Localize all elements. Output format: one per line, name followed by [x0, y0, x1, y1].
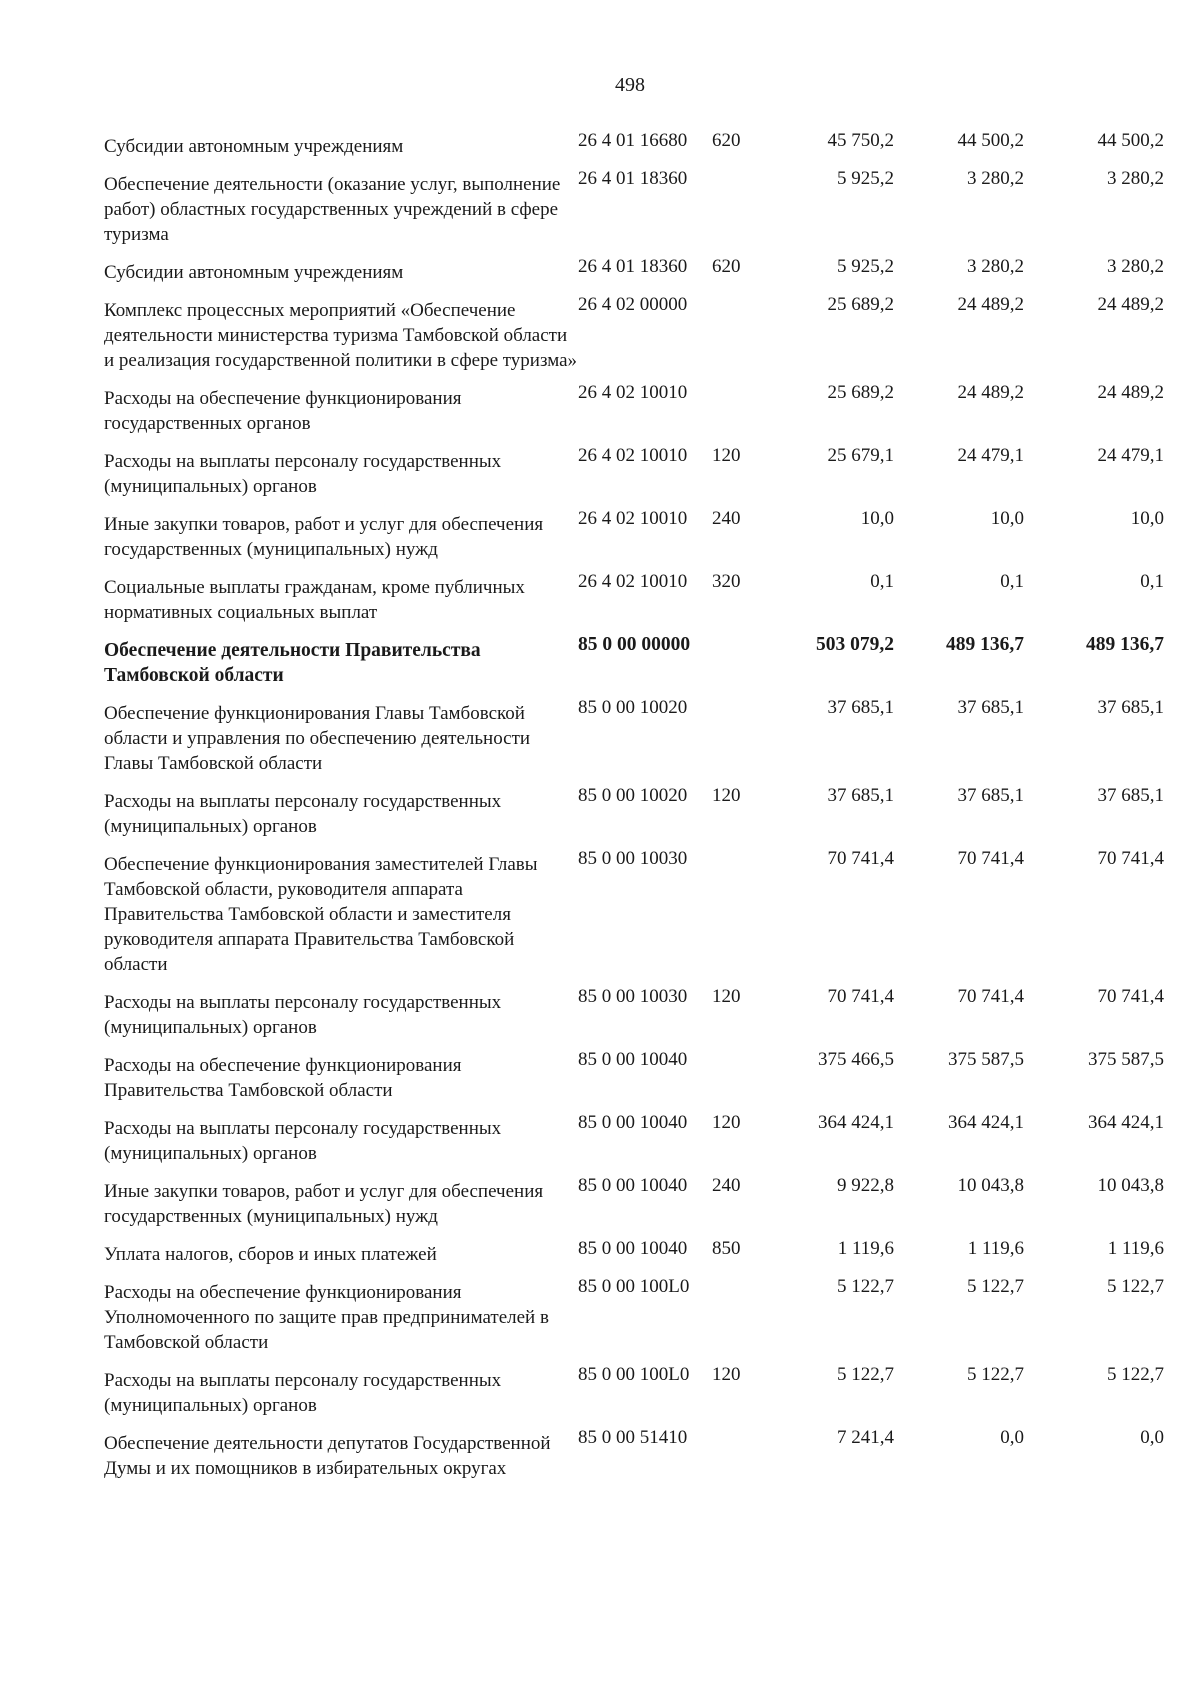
row-vr [712, 166, 764, 247]
row-value-1: 5 122,7 [837, 1364, 894, 1385]
budget-table [104, 128, 1184, 1488]
row-name: Расходы на выплаты персоналу государственных (муниципальных) органов [104, 451, 502, 497]
row-vr [712, 1425, 764, 1481]
row-value-2: 1 119,6 [967, 1238, 1024, 1259]
row-value-2: 3 280,2 [967, 168, 1024, 189]
row-value-3: 10 043,8 [1097, 1175, 1164, 1196]
row-value-3: 24 489,2 [1097, 294, 1164, 315]
row-name: Уплата налогов, сборов и иных платежей [104, 1244, 437, 1265]
row-name: Обеспечение функционирования Главы Тамбовской области и управления по обеспечению деятельности Главы Тамбовской области [104, 703, 531, 774]
row-name: Расходы на выплаты персоналу государственных (муниципальных) органов [104, 791, 502, 837]
row-name: Субсидии автономным учреждениям [104, 262, 404, 283]
row-code: 26 4 01 16680 [578, 130, 688, 151]
row-value-2: 5 122,7 [967, 1364, 1024, 1385]
table-row [104, 1047, 1184, 1103]
row-name: Обеспечение функционирования заместителей Главы Тамбовской области, руководителя аппарата Правительства Тамбовской области и заместителя руководителя аппарата Правительства Тамбовской области [104, 854, 538, 975]
row-vr: 240 [712, 1175, 741, 1196]
row-value-1: 70 741,4 [827, 848, 894, 869]
row-vr: 620 [712, 130, 741, 151]
table-row [104, 984, 1184, 1040]
row-value-1: 5 925,2 [837, 256, 894, 277]
row-value-2: 10,0 [990, 508, 1024, 529]
row-vr [712, 380, 764, 436]
row-value-3: 0,0 [1140, 1427, 1164, 1448]
row-value-1: 375 466,5 [818, 1049, 894, 1070]
row-code: 26 4 02 10010 [578, 571, 688, 592]
row-value-2: 0,1 [1000, 571, 1024, 592]
row-value-3: 3 280,2 [1107, 168, 1164, 189]
row-value-2: 24 479,1 [957, 445, 1024, 466]
table-row [104, 1425, 1184, 1481]
row-code: 26 4 02 10010 [578, 382, 688, 403]
row-value-3: 375 587,5 [1088, 1049, 1164, 1070]
row-vr: 120 [712, 445, 741, 466]
row-value-1: 25 689,2 [827, 382, 894, 403]
row-name: Расходы на выплаты персоналу государственных (муниципальных) органов [104, 992, 502, 1038]
row-code: 85 0 00 10040 [578, 1175, 688, 1196]
table-row [104, 846, 1184, 977]
page-number: 498 [615, 74, 645, 96]
row-code: 26 4 01 18360 [578, 168, 688, 189]
row-value-2: 375 587,5 [948, 1049, 1024, 1070]
row-value-1: 503 079,2 [816, 634, 894, 655]
row-value-3: 1 119,6 [1107, 1238, 1164, 1259]
row-name: Обеспечение деятельности (оказание услуг, выполнение работ) областных государственных учреждений в сфере туризма [104, 174, 561, 245]
row-value-3: 44 500,2 [1097, 130, 1164, 151]
table-row [104, 1236, 1184, 1267]
row-value-3: 37 685,1 [1097, 697, 1164, 718]
row-code: 85 0 00 10020 [578, 697, 688, 718]
row-code: 85 0 00 100L0 [578, 1364, 690, 1385]
row-vr [712, 846, 764, 977]
row-vr [712, 695, 764, 776]
table-row [104, 695, 1184, 776]
table-row [104, 443, 1184, 499]
row-vr: 320 [712, 571, 741, 592]
row-vr: 850 [712, 1238, 741, 1259]
row-value-2: 10 043,8 [957, 1175, 1024, 1196]
row-value-2: 24 489,2 [957, 382, 1024, 403]
row-vr: 120 [712, 1112, 741, 1133]
row-code: 85 0 00 10040 [578, 1049, 688, 1070]
row-name: Расходы на выплаты персоналу государственных (муниципальных) органов [104, 1118, 502, 1164]
row-vr [712, 1047, 764, 1103]
table-row [104, 506, 1184, 562]
row-value-1: 0,1 [870, 571, 894, 592]
row-value-3: 70 741,4 [1097, 986, 1164, 1007]
table-row [104, 254, 1184, 285]
row-value-3: 37 685,1 [1097, 785, 1164, 806]
row-vr: 120 [712, 1364, 741, 1385]
row-value-1: 37 685,1 [827, 697, 894, 718]
row-value-1: 9 922,8 [837, 1175, 894, 1196]
row-vr: 620 [712, 256, 741, 277]
table-row [104, 1110, 1184, 1166]
row-code: 85 0 00 10030 [578, 986, 688, 1007]
row-vr: 120 [712, 986, 741, 1007]
row-value-2: 364 424,1 [948, 1112, 1024, 1133]
table-row [104, 1173, 1184, 1229]
row-value-2: 24 489,2 [957, 294, 1024, 315]
table-row [104, 569, 1184, 625]
row-value-3: 70 741,4 [1097, 848, 1164, 869]
row-vr [712, 632, 764, 688]
row-value-1: 5 122,7 [837, 1276, 894, 1297]
row-code: 26 4 02 10010 [578, 445, 688, 466]
row-value-1: 10,0 [860, 508, 894, 529]
table-row [104, 292, 1184, 373]
table-row [104, 632, 1184, 688]
row-vr [712, 1274, 764, 1355]
row-value-1: 45 750,2 [827, 130, 894, 151]
table-row [104, 1362, 1184, 1418]
row-name: Расходы на обеспечение функционирования государственных органов [104, 388, 462, 434]
row-value-3: 489 136,7 [1086, 634, 1164, 655]
row-code: 26 4 01 18360 [578, 256, 688, 277]
row-value-1: 70 741,4 [827, 986, 894, 1007]
row-value-3: 10,0 [1130, 508, 1164, 529]
row-vr: 240 [712, 508, 741, 529]
row-name: Расходы на обеспечение функционирования Уполномоченного по защите прав предпринимателей в Тамбовской области [104, 1282, 549, 1353]
table-row [104, 128, 1184, 159]
row-value-1: 1 119,6 [837, 1238, 894, 1259]
row-value-2: 5 122,7 [967, 1276, 1024, 1297]
table-row [104, 380, 1184, 436]
row-code: 85 0 00 10040 [578, 1238, 688, 1259]
row-value-2: 37 685,1 [957, 785, 1024, 806]
row-value-1: 7 241,4 [837, 1427, 894, 1448]
row-name: Иные закупки товаров, работ и услуг для обеспечения государственных (муниципальных) нужд [104, 1181, 544, 1227]
row-value-1: 5 925,2 [837, 168, 894, 189]
row-value-2: 489 136,7 [946, 634, 1024, 655]
row-value-1: 25 689,2 [827, 294, 894, 315]
row-value-2: 37 685,1 [957, 697, 1024, 718]
row-value-3: 364 424,1 [1088, 1112, 1164, 1133]
row-vr: 120 [712, 785, 741, 806]
row-name: Расходы на обеспечение функционирования Правительства Тамбовской области [104, 1055, 462, 1101]
row-value-3: 5 122,7 [1107, 1364, 1164, 1385]
row-value-1: 37 685,1 [827, 785, 894, 806]
row-code: 85 0 00 51410 [578, 1427, 688, 1448]
row-code: 85 0 00 10030 [578, 848, 688, 869]
row-name: Обеспечение деятельности депутатов Государственной Думы и их помощников в избирательных округах [104, 1433, 551, 1479]
row-value-3: 3 280,2 [1107, 256, 1164, 277]
row-name: Расходы на выплаты персоналу государственных (муниципальных) органов [104, 1370, 502, 1416]
row-value-2: 70 741,4 [957, 848, 1024, 869]
row-value-1: 25 679,1 [827, 445, 894, 466]
row-code: 26 4 02 10010 [578, 508, 688, 529]
row-value-3: 24 489,2 [1097, 382, 1164, 403]
row-name: Комплекс процессных мероприятий «Обеспечение деятельности министерства туризма Тамбовской области и реализация государственной политики в сфере туризма» [104, 300, 578, 371]
row-vr [712, 292, 764, 373]
table-row [104, 783, 1184, 839]
row-name: Субсидии автономным учреждениям [104, 136, 404, 157]
row-name: Иные закупки товаров, работ и услуг для обеспечения государственных (муниципальных) нужд [104, 514, 544, 560]
row-value-1: 364 424,1 [818, 1112, 894, 1133]
row-code: 85 0 00 10020 [578, 785, 688, 806]
row-code: 26 4 02 00000 [578, 294, 688, 315]
row-value-3: 5 122,7 [1107, 1276, 1164, 1297]
row-value-3: 0,1 [1140, 571, 1164, 592]
row-value-2: 3 280,2 [967, 256, 1024, 277]
table-row [104, 1274, 1184, 1355]
row-name: Обеспечение деятельности Правительства Тамбовской области [104, 640, 481, 686]
row-value-2: 70 741,4 [957, 986, 1024, 1007]
row-value-3: 24 479,1 [1097, 445, 1164, 466]
row-code: 85 0 00 10040 [578, 1112, 688, 1133]
row-code: 85 0 00 100L0 [578, 1276, 690, 1297]
row-value-2: 44 500,2 [957, 130, 1024, 151]
row-name: Социальные выплаты гражданам, кроме публичных нормативных социальных выплат [104, 577, 525, 623]
table-row [104, 166, 1184, 247]
row-code: 85 0 00 00000 [578, 634, 691, 655]
row-value-2: 0,0 [1000, 1427, 1024, 1448]
